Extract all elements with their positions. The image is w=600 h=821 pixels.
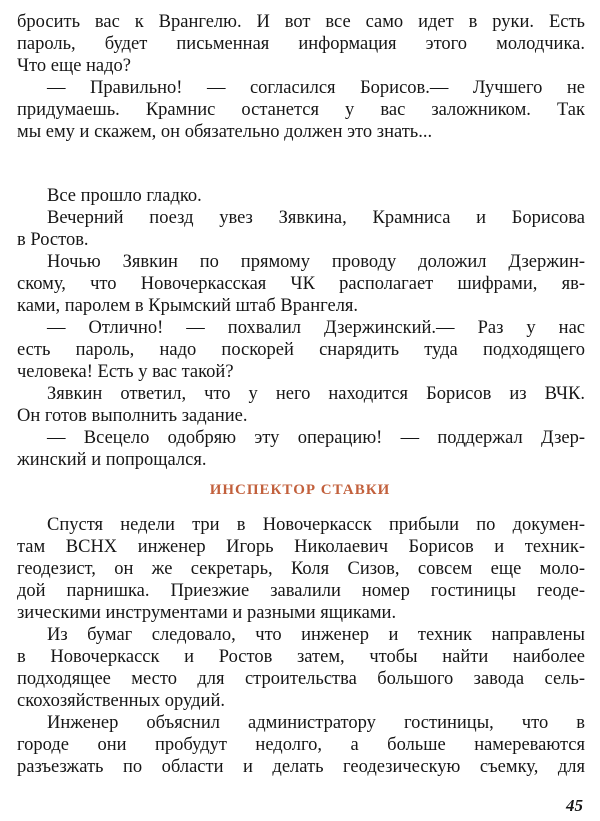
text-line: в Новочеркасск и Ростов затем, чтобы найти наиболее: [17, 647, 585, 667]
text-line: Он готов выполнить задание.: [17, 406, 248, 426]
text-line: человека! Есть у вас такой?: [17, 362, 234, 382]
text-line: скому, что Новочеркасская ЧК располагает шифрами, яв-: [17, 274, 585, 294]
text-line: придумаешь. Крамнис останется у вас заложником. Так: [17, 100, 585, 120]
text-line: бросить вас к Врангелю. И вот все само идет в руки. Есть: [17, 12, 585, 32]
chapter-heading: ИНСПЕКТОР СТАВКИ: [209, 482, 391, 498]
text-line: — Правильно! — согласился Борисов.— Лучшего не: [47, 78, 585, 98]
text-line: Инженер объяснил администратору гостиницы, что в: [47, 713, 585, 733]
text-line: скохозяйственных орудий.: [17, 691, 225, 711]
text-line: геодезист, он же секретарь, Коля Сизов, совсем еще моло-: [17, 559, 585, 579]
text-line: дой парнишка. Приезжие завалили номер гостиницы геоде-: [17, 581, 585, 601]
text-line: Из бумаг следовало, что инженер и техник направлены: [47, 625, 585, 645]
text-line: разъезжать по области и делать геодезическую съемку, для: [17, 757, 585, 777]
text-line: мы ему и скажем, он обязательно должен это знать...: [17, 122, 433, 142]
text-line: пароль, будет письменная информация этого молодчика.: [17, 34, 585, 54]
text-line: городе они пробудут недолго, а больше намереваются: [17, 735, 585, 755]
text-line: есть пароль, надо поскорей снарядить туда подходящего: [17, 340, 585, 360]
text-line: в Ростов.: [17, 230, 89, 250]
text-line: там ВСНХ инженер Игорь Николаевич Борисов и техник-: [17, 537, 585, 557]
text-line: Вечерний поезд увез Зявкина, Крамниса и Борисова: [47, 208, 585, 228]
text-line: ками, паролем в Крымский штаб Врангеля.: [17, 296, 359, 316]
text-line: Зявкин ответил, что у него находится Борисов из ВЧК.: [47, 384, 585, 404]
text-line: Ночью Зявкин по прямому проводу доложил Дзержин-: [47, 252, 585, 272]
text-line: Все прошло гладко.: [47, 186, 202, 206]
text-line: — Всецело одобряю эту операцию! — поддержал Дзер-: [47, 428, 585, 448]
text-line: жинский и попрощался.: [17, 450, 207, 470]
text-line: Спустя недели три в Новочеркасск прибыли по докумен-: [47, 515, 585, 535]
text-line: Что еще надо?: [17, 56, 132, 76]
text-line: подходящее место для строительства большого завода сель-: [17, 669, 585, 689]
text-line: — Отлично! — похвалил Дзержинский.— Раз у нас: [47, 318, 585, 338]
page-number: 45: [566, 796, 583, 815]
text-line: зическими инструментами и разными ящиками.: [17, 603, 397, 623]
